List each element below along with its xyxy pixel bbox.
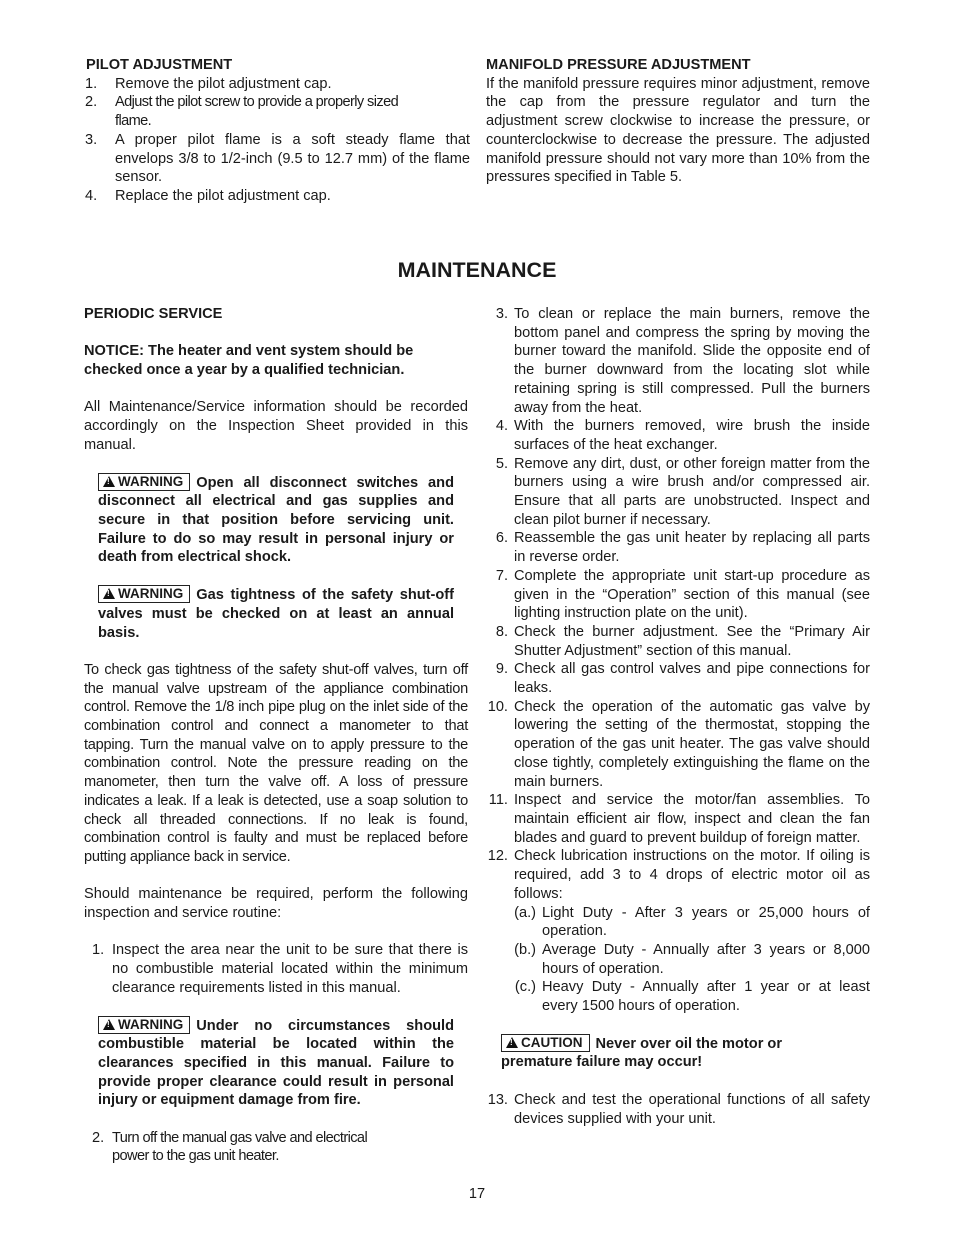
- periodic-service-heading: PERIODIC SERVICE: [84, 306, 223, 322]
- left-steps: [84, 941, 468, 997]
- list-item: 7. Complete the appropriate unit start-up procedure as given in the “Operation” section of this manual (see lighting instruction plate on the unit).: [495, 567, 870, 622]
- list-item: 9. Check all gas control valves and pipe connections for leaks.: [495, 661, 870, 697]
- paragraph: All Maintenance/Service information should be recorded accordingly on the Inspection Sheet provided in this manual.: [84, 399, 468, 453]
- left-column: [84, 305, 468, 1166]
- warning-badge: !WARNING: [98, 585, 190, 603]
- list-item: 13. Check and test the operational functions of all safety devices supplied with your unit.: [487, 1091, 870, 1127]
- warning-gas-tightness: !WARNING Gas tightness of the safety shut-off valves must be checked on at least an annual basis.: [98, 585, 454, 642]
- list-item: 3. To clean or replace the main burners, remove the bottom panel and compress the spring by moving the burner toward the manifold. Slide the opposite end of the burner downward from the locating slot while retaining spring is still compressed. Pull the burners away from the heat.: [495, 306, 870, 416]
- list-item: 4. Replace the pilot adjustment cap.: [85, 187, 331, 204]
- duty-list: [514, 904, 870, 1016]
- manifold-section: [486, 56, 870, 187]
- caution-triangle-icon: [506, 1037, 518, 1048]
- manifold-heading: MANIFOLD PRESSURE ADJUSTMENT: [486, 57, 751, 73]
- right-column: [486, 305, 870, 1128]
- paragraph: To check gas tightness of the safety shut-off valves, turn off the manual valve upstream of the appliance combination control. Remove the 1/8 inch pipe plug on the inlet side of the combination control and connect a manometer to that tapping. Turn the manual valve on to apply pressure to the combination control. Note the pressure reading on the manometer, then turn the valve off. A loss of pressure indicates a leak. If a leak is detected, use a soap solution to check all threaded connections. If no leak is found, combination control is faulty and must be replaced before putting appliance back in service.: [84, 661, 468, 865]
- list-item: 1. Remove the pilot adjustment cap.: [85, 75, 332, 92]
- list-item: 5. Remove any dirt, dust, or other foreign matter from the burners using a wire brush and/or compressed air. Ensure that all parts are unobstructed. Inspect and clean pilot burner if necessary.: [495, 455, 870, 528]
- caution-oil: !CAUTION Never over oil the motor or premature failure may occur!: [501, 1034, 856, 1072]
- paragraph: Should maintenance be required, perform the following inspection and service routine:: [84, 886, 468, 922]
- page-number: 17: [468, 1186, 486, 1202]
- notice-text: NOTICE: The heater and vent system should be checked once a year by a qualified technician.: [84, 343, 414, 379]
- list-item: (a.) Light Duty - After 3 years or 25,000 hours of operation.: [514, 904, 870, 940]
- list-item: 2. Adjust the pilot screw to provide a properly sized flame.: [85, 94, 399, 130]
- left-steps-2: [84, 1129, 468, 1166]
- right-steps: [486, 305, 870, 1016]
- list-item: 6. Reassemble the gas unit heater by replacing all parts in reverse order.: [495, 530, 870, 566]
- list-item: 3. A proper pilot flame is a soft steady flame that envelops 3/8 to 1/2-inch (9.5 to 12.7 mm) of the flame sensor.: [85, 131, 470, 186]
- page-title: MAINTENANCE: [397, 258, 557, 282]
- list-item: 2. Turn off the manual gas valve and electrical power to the gas unit heater.: [92, 1129, 368, 1165]
- pilot-heading: PILOT ADJUSTMENT: [86, 57, 233, 73]
- warning-triangle-icon: [103, 476, 115, 487]
- warning-badge: !WARNING: [98, 473, 190, 491]
- list-item: 8. Check the burner adjustment. See the “Primary Air Shutter Adjustment” section of this manual.: [495, 623, 870, 659]
- list-item: 1. Inspect the area near the unit to be sure that there is no combustible material located within the minimum clearance requirements listed in this manual.: [92, 942, 468, 996]
- list-item: 4. With the burners removed, wire brush the inside surfaces of the heat exchanger.: [495, 418, 870, 453]
- pilot-adjustment-section: [86, 56, 470, 206]
- list-item: (b.) Average Duty - Annually after 3 years or 8,000 hours of operation.: [514, 941, 870, 977]
- warning-electrical: !WARNING Open all disconnect switches and disconnect all electrical and gas supplies and secure in that position before servicing unit. Failure to do so may result in personal injury or death from electrical shock.: [98, 473, 454, 568]
- list-item: 12. Check lubrication instructions on the motor. If oiling is required, add 3 to 4 drops of electric motor oil as follows:: [487, 848, 870, 902]
- warning-triangle-icon: [103, 588, 115, 599]
- warning-triangle-icon: [103, 1019, 115, 1030]
- pilot-steps: [85, 75, 470, 206]
- warning-clearance: !WARNING Under no circumstances should combustible material be located within the clearances specified in this manual. Failure to provide proper clearance could result in personal injury or equipment damage from fire.: [98, 1016, 454, 1111]
- list-item: [486, 904, 870, 1016]
- right-steps-2: [486, 1091, 870, 1128]
- list-item: 10. Check the operation of the automatic gas valve by lowering the setting of the thermostat, stopping the operation of the gas unit heater. The gas valve should close tightly, completely extinguishing the flame on the main burners.: [487, 698, 870, 790]
- manifold-text: If the manifold pressure requires minor adjustment, remove the cap from the pressure regulator and turn the adjustment screw clockwise to increase the pressure, or counterclockwise to decrease the pressure. The adjusted manifold pressure should not vary more than 10% from the pressures specified in Table 5.: [486, 75, 870, 186]
- caution-badge: !CAUTION: [501, 1034, 590, 1052]
- list-item: 11. Inspect and service the motor/fan assemblies. To maintain efficient air flow, inspect and clean the fan blades and guard to prevent buildup of foreign matter.: [488, 792, 870, 846]
- warning-badge: !WARNING: [98, 1016, 190, 1034]
- list-item: (c.) Heavy Duty - Annually after 1 year or at least every 1500 hours of operation.: [514, 979, 870, 1015]
